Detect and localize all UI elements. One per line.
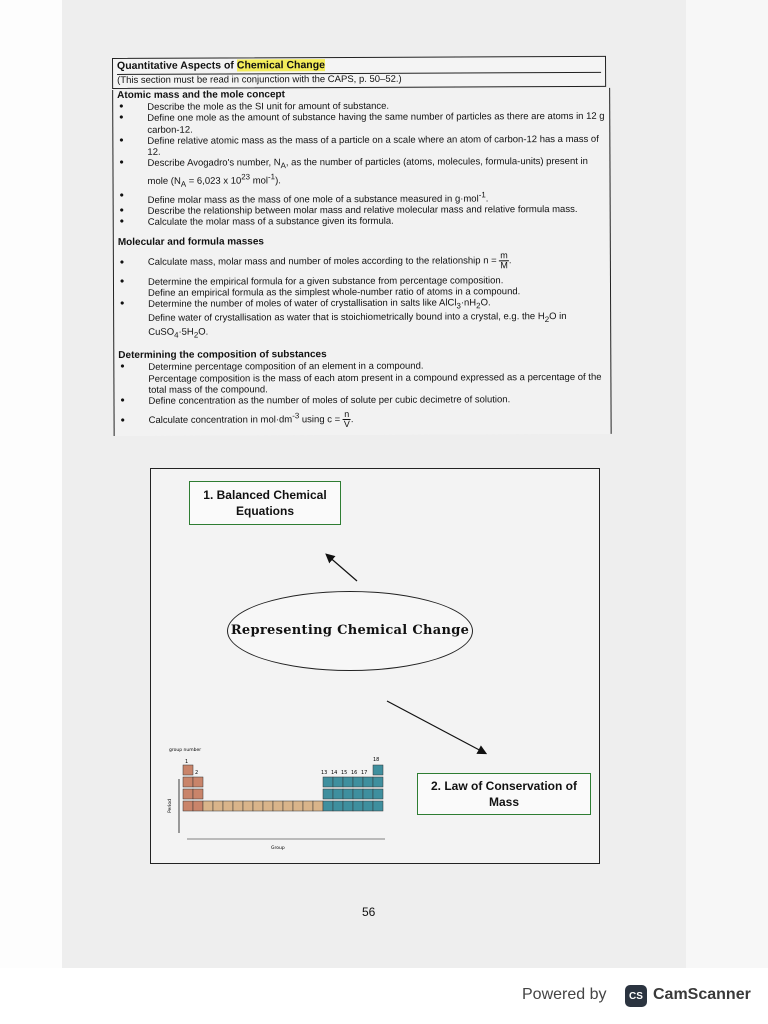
section-title: Quantitative Aspects of Chemical Change [117,59,325,72]
highlighted-title: Chemical Change [236,59,325,72]
camscanner-brand: CamScanner [653,986,751,1003]
list-item: • Determine the number of moles of water of crystallisation in salts like $AlCl_3\cdot nH_2O$. [120,295,491,311]
representing-chemical-change-ellipse: Representing Chemical Change [227,591,473,671]
period-label: Period [168,798,173,813]
group-axis-label: Group [271,846,285,851]
group-16-label: 16 [351,770,358,776]
list-item: • Calculate concentration in $mol\cdot dm^{-3}$ using c = $\frac{n}{V}$ . [120,409,354,430]
powered-by-text: Powered by [522,986,607,1003]
heading-composition: Determining the composition of substances [118,349,327,362]
list-item: • Describe the mole as the SI unit for amount of substance. [119,99,390,114]
list-item: • Describe the relationship between molar mass and relative molecular mass and relative formula mass. [119,202,578,217]
curriculum-section [112,56,614,437]
list-item: • Calculate mass, molar mass and number of moles according to the relationship n = $\frac{m}{M}$ . [119,249,512,270]
list-item: • Determine the empirical formula for a given substance from percentage composition. [119,273,504,288]
periodic-table-image [165,743,397,853]
scan-margin-left [0,0,62,968]
list-item: • Determine percentage composition of an element in a compound. [120,359,424,374]
section-subtitle: (This section must be read in conjunction with the CAPS, p. 50–52.) [117,72,601,87]
list-subitem: Define water of crystallisation as water that is stoichiometrically bound into a crystal, e.g. the $H_2O$ in $CuSO_4\cdot 5H_2O$. [148,311,567,340]
list-atomic-mass [117,100,610,228]
group-2-label: 2 [195,770,199,776]
list-item: • Define relative atomic mass as the mass of a particle on a scale where an atom of carbon-12 has a mass of 12. [119,132,599,158]
group-18-label: 18 [373,757,380,763]
fraction-n-over-V: $\frac{n}{V}$ [343,409,350,430]
list-item: • Define one mole as the amount of substance having the same number of particles as there are atoms in 12 g carbon-12. [119,110,605,136]
list-item: • Define concentration as the number of moles of solute per cubic decimetre of solution. [120,392,511,407]
concept-diagram [150,468,600,864]
arrow-to-equations [327,555,357,581]
group-number-label: group number [169,748,202,753]
list-molecular-masses [118,250,610,341]
fraction-m-over-M: $\frac{m}{M}$ [500,249,508,270]
scan-margin-right [686,0,768,968]
group-1-label: 1 [185,759,189,765]
camscanner-logo-icon: CS [625,985,647,1007]
group-15-label: 15 [341,770,348,776]
list-composition [118,360,610,430]
page-number: 56 [362,905,376,919]
list-subitem: Percentage composition is the mass of each atom present in a compound expressed as a percentage of the total mass of the compound. [148,371,602,396]
list-item: • Define molar mass as the mass of one mole of a substance measured in g·mol$^{-1}$. [119,187,489,206]
arrow-to-conservation [387,701,485,753]
list-item: • Describe Avogadro's number, $N_A$, as the number of particles (atoms, molecules, formula-units) present in mole ($N_A = 6,023$ x $10^{23}$ mol$^{-1}$). [119,155,588,190]
list-subitem: Define an empirical formula as the simplest whole-number ratio of atoms in a compound. [148,285,521,299]
group-13-label: 13 [321,770,328,776]
heading-molecular-masses: Molecular and formula masses [117,236,265,249]
heading-atomic-mass: Atomic mass and the mole concept [117,89,286,101]
balanced-equations-box: 1. Balanced Chemical Equations [189,481,341,525]
group-17-label: 17 [361,770,368,776]
list-item: • Calculate the molar mass of a substance given its formula. [119,214,394,229]
section-content [112,88,612,437]
conservation-of-mass-box: 2. Law of Conservation of Mass [417,773,591,815]
section-header [112,56,606,89]
group-14-label: 14 [331,770,338,776]
